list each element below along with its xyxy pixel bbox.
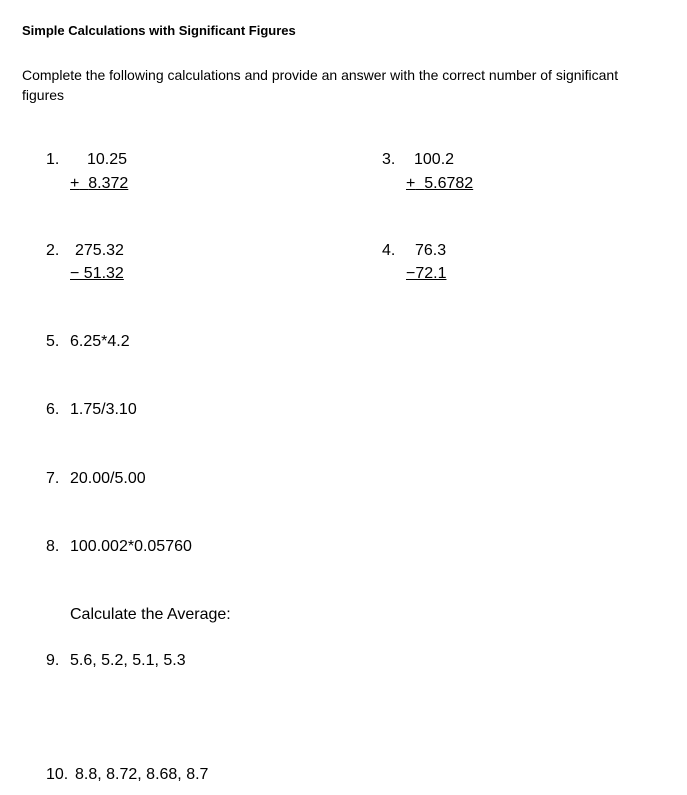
problem-3-line1: 100.2 bbox=[414, 151, 455, 168]
problem-4-line1: 76.3 bbox=[415, 242, 447, 259]
problem-8-number: 8. bbox=[46, 538, 60, 555]
problem-8-expression: 100.002*0.05760 bbox=[70, 538, 192, 555]
problem-6-expression: 1.75/3.10 bbox=[70, 401, 137, 418]
problem-10-expression: 8.8, 8.72, 8.68, 8.7 bbox=[75, 766, 209, 783]
instructions: Complete the following calculations and provide an answer with the correct number of significant figures bbox=[22, 67, 619, 103]
problem-1-operator: + bbox=[70, 175, 80, 192]
problem-5-number: 5. bbox=[46, 333, 60, 350]
problem-3-number: 3. bbox=[382, 151, 396, 168]
problem-1-line1: 10.25 bbox=[87, 151, 128, 168]
problem-2-number: 2. bbox=[46, 242, 60, 259]
problem-3-operand: 5.6782 bbox=[424, 175, 474, 192]
problem-4-line2: −72.1 bbox=[406, 265, 447, 282]
problem-3-line2 bbox=[406, 175, 473, 193]
problem-1-number: 1. bbox=[46, 151, 60, 168]
average-heading: Calculate the Average: bbox=[70, 606, 231, 623]
problem-1-line2 bbox=[70, 175, 128, 193]
problem-9-number: 9. bbox=[46, 652, 60, 669]
problem-6-number: 6. bbox=[46, 401, 60, 418]
problem-7-expression: 20.00/5.00 bbox=[70, 470, 146, 487]
problem-5-expression: 6.25*4.2 bbox=[70, 333, 130, 350]
problem-2-line2: − 51.32 bbox=[70, 265, 124, 282]
problem-1-operand: 8.372 bbox=[88, 175, 129, 192]
page-title: Simple Calculations with Significant Figures bbox=[22, 23, 296, 38]
problem-10-number: 10. bbox=[46, 766, 69, 783]
problem-4-number: 4. bbox=[382, 242, 396, 259]
problem-9-expression: 5.6, 5.2, 5.1, 5.3 bbox=[70, 652, 186, 669]
problem-3-operator: + bbox=[406, 175, 416, 192]
problem-7-number: 7. bbox=[46, 470, 60, 487]
problem-2-line1: 275.32 bbox=[75, 242, 124, 259]
